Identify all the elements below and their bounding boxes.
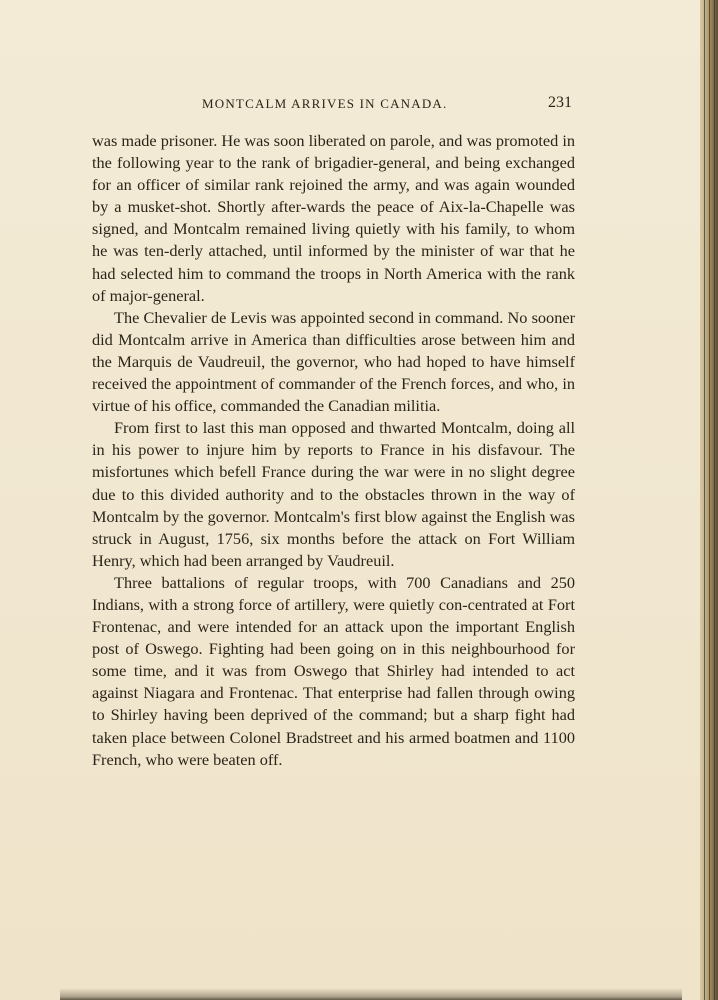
body-text [92,130,575,771]
spine-line [714,0,715,1000]
book-spine [700,0,718,1000]
spine-line [704,0,705,1000]
paragraph: From first to last this man opposed and thwarted Montcalm, doing all in his power to injure him by reports to France in his disfavour. The misfortunes which befell France during the war were in no slight degree due to this divided authority and to the obstacles thrown in the way of Montcalm by the governor. Montcalm's first blow against the English was struck in August, 1756, six months before the attack on Fort William Henry, which had been arranged by Vaudreuil. [92,418,575,570]
paragraph: The Chevalier de Levis was appointed second in command. No sooner did Montcalm arrive in America than difficulties arose between him and the Marquis de Vaudreuil, the governor, who had hoped to have himself received the appointment of commander of the French forces, and who, in virtue of his office, commanded the Canadian militia. [92,307,575,416]
paragraph: Three battalions of regular troops, with 700 Canadians and 250 Indians, with a strong force of artillery, were quietly con-centrated at Fort Frontenac, and were intended for an attack upon the important English post of Oswego. Fighting had been going on in this neighbourhood for some time, and it was from Oswego that Shirley had intended to act against Niagara and Frontenac. That enterprise had fallen through owing to Shirley having been deprived of the command; but a sharp fight had taken place between Colonel Bradstreet and his armed boatmen and 1100 French, who were beaten off. [92,572,575,769]
page-number: 231 [548,94,572,111]
page-bottom-shadow [60,988,682,1000]
page-header [92,94,572,116]
running-head: MONTCALM ARRIVES IN CANADA. [202,96,448,111]
spine-line [709,0,710,1000]
paragraph: was made prisoner. He was soon liberated on parole, and was promoted in the following year to the rank of brigadier-general, and being exchanged for an officer of similar rank rejoined the army, and was again wounded by a musket-shot. Shortly after-wards the peace of Aix-la-Chapelle was signed, and Montcalm remained living quietly with his family, to whom he was ten-derly attached, until informed by the minister of war that he had selected him to command the troops in North America with the rank of major-general. [92,131,575,305]
